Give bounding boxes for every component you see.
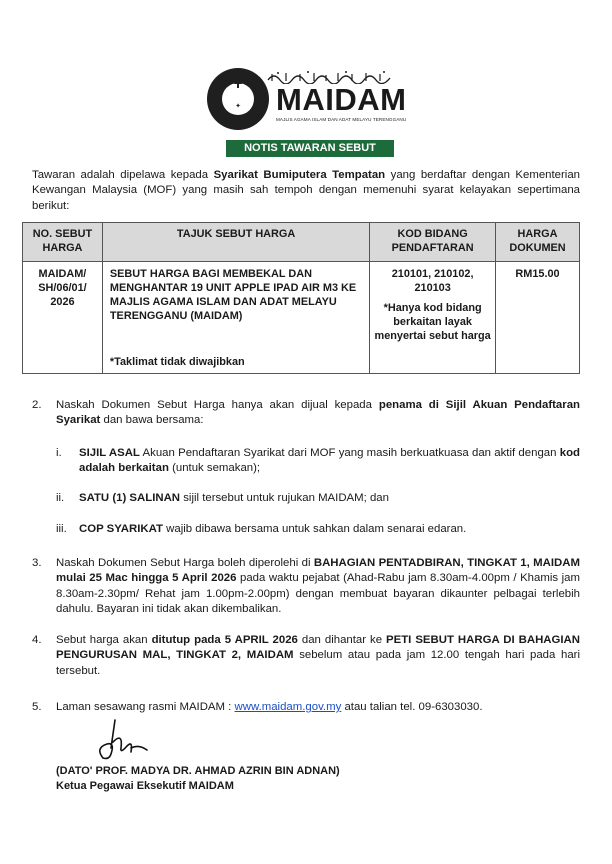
brand-subtitle: MAJLIS AGAMA ISLAM DAN ADAT MELAYU TERENGGANU [276, 117, 407, 122]
quotation-table [22, 222, 580, 374]
item-3-text: Naskah Dokumen Sebut Harga boleh diperolehi di BAHAGIAN PENTADBIRAN, TINGKAT 1, MAIDAM mulai 25 Mac hingga 5 April 2026 pada waktu pejabat (Ahad-Rabu jam 8.30am-4.00pm / Khamis jam 8.30am-2.30pm/ Rehat jam 1.00pm-2.00pm) dengan membuat bayaran dikaunter pelbagai terlebih dahulu. Bayaran ini tidak akan dikembalikan. [56, 557, 580, 616]
item-2-number: 2. [32, 399, 42, 411]
item-2-ii-number: ii. [56, 492, 65, 504]
intro-paragraph: Tawaran adalah dipelawa kepada Syarikat Bumiputera Tempatan yang berdaftar dengan Kementerian Kewangan Malaysia (MOF) yang masih sah tempoh dengan memenuhi syarat kelayakan sepertimana berikut: [32, 169, 581, 212]
brand-wordmark: MAIDAM [276, 82, 407, 117]
col-header-no: NO. SEBUT HARGA [23, 223, 103, 262]
notice-title: NOTIS TAWARAN SEBUT HARGA [226, 140, 394, 157]
signatory-position: Ketua Pegawai Eksekutif MAIDAM [56, 780, 234, 792]
col-header-tajuk: TAJUK SEBUT HARGA [102, 223, 369, 262]
field-codes: 210101, 210102, 210103 [391, 268, 474, 294]
item-2-text: Naskah Dokumen Sebut Harga hanya akan dijual kepada penama di Sijil Akuan Pendaftaran Syarikat dan bawa bersama: [56, 399, 580, 427]
table-row [23, 262, 580, 374]
briefing-note: *Taklimat tidak diwajibkan [109, 356, 245, 368]
item-5-text: Laman sesawang rasmi MAIDAM : www.maidam.gov.my atau talian tel. 09-6303030. [56, 701, 483, 713]
quote-title: SEBUT HARGA BAGI MEMBEKAL DAN MENGHANTAR 19 UNIT APPLE IPAD AIR M3 KE MAJLIS AGAMA ISLAM DAN ADAT MELAYU TERENGGANU (MAIDAM) [109, 268, 357, 322]
item-2-iii-text: COP SYARIKAT wajib dibawa bersama untuk sahkan dalam senarai edaran. [79, 523, 467, 535]
col-header-kod: KOD BIDANG PENDAFTARAN [370, 223, 496, 262]
cell-field-codes [370, 262, 496, 374]
signature-mark [93, 718, 153, 762]
item-4-text: Sebut harga akan ditutup pada 5 APRIL 2026 dan dihantar ke PETI SEBUT HARGA DI BAHAGIAN PENGURUSAN MAL, TINGKAT 2, MAIDAM sebelum atau pada jam 12.00 tengah hari pada hari tersebut. [56, 634, 580, 677]
item-3-number: 3. [32, 557, 42, 569]
cell-quote-no: MAIDAM/ SH/06/01/ 2026 [23, 262, 103, 374]
signatory-name: (DATO' PROF. MADYA DR. AHMAD AZRIN BIN ADNAN) [56, 765, 340, 777]
item-2-i-text: SIJIL ASAL Akuan Pendaftaran Syarikat dari MOF yang masih berkuatkuasa dan aktif dengan kod adalah berkaitan (untuk semakan); [79, 447, 580, 475]
col-header-harga: HARGA DOKUMEN [496, 223, 580, 262]
website-link[interactable]: www.maidam.gov.my [234, 701, 342, 713]
item-5-number: 5. [32, 701, 42, 713]
item-4-number: 4. [32, 634, 42, 646]
crown-icon [222, 76, 254, 122]
item-2-i-number: i. [56, 447, 62, 459]
item-2-ii-text: SATU (1) SALINAN sijil tersebut untuk rujukan MAIDAM; dan [79, 492, 389, 504]
svg-text:✦: ✦ [235, 102, 241, 110]
cell-document-price: RM15.00 [496, 262, 580, 374]
item-2-iii-number: iii. [56, 523, 67, 535]
cell-title [102, 262, 369, 374]
field-codes-note: *Hanya kod bidang berkaitan layak menyertai sebut harga [374, 302, 491, 342]
